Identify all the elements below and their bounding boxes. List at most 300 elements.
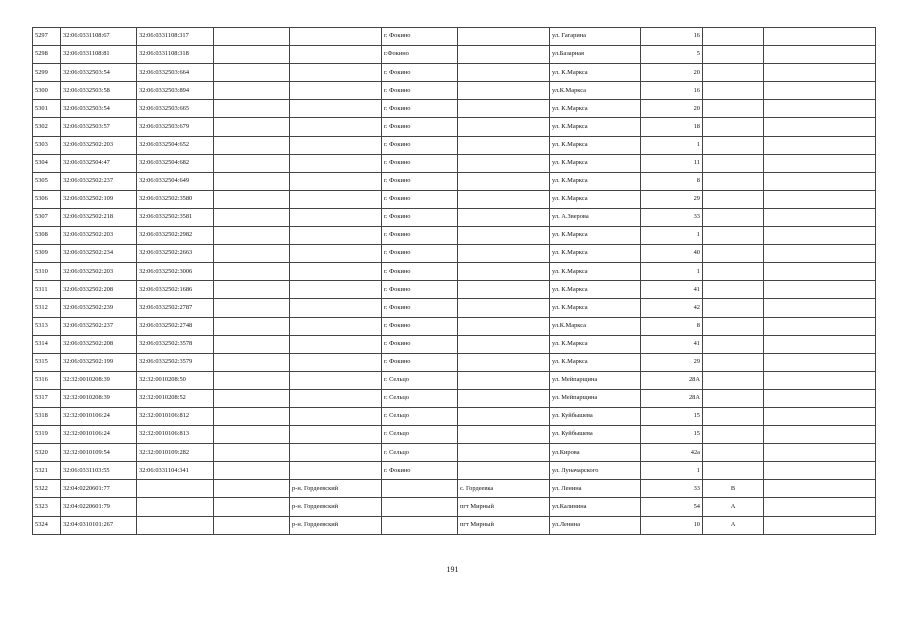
- row-number-cell: 5307: [33, 208, 61, 226]
- cadastral-number-cell: 32:06:0332502:203: [61, 227, 137, 245]
- street-cell: ул. К.Маркса: [550, 100, 641, 118]
- street-cell: ул.Базарная: [550, 46, 641, 64]
- city-cell: г. Фокино: [382, 172, 458, 190]
- note-cell: [764, 100, 876, 118]
- row-number-cell: 5320: [33, 444, 61, 462]
- empty-cell: [214, 100, 290, 118]
- settlement-cell: [458, 462, 550, 480]
- empty-cell: [214, 444, 290, 462]
- empty-cell: [214, 263, 290, 281]
- note-cell: [764, 371, 876, 389]
- city-cell: г. Фокино: [382, 245, 458, 263]
- empty-cell: [214, 118, 290, 136]
- note-cell: [764, 154, 876, 172]
- street-cell: ул. Луначарского: [550, 462, 641, 480]
- note-cell: [764, 64, 876, 82]
- row-number-cell: 5299: [33, 64, 61, 82]
- table-row: [33, 82, 876, 100]
- district-cell: [290, 118, 382, 136]
- object-number-cell: 32:06:0331104:341: [137, 462, 214, 480]
- settlement-cell: пгт Мирный: [458, 498, 550, 516]
- letter-cell: [703, 190, 764, 208]
- letter-cell: [703, 407, 764, 425]
- note-cell: [764, 172, 876, 190]
- district-cell: [290, 444, 382, 462]
- letter-cell: А: [703, 516, 764, 534]
- row-number-cell: 5317: [33, 389, 61, 407]
- cadastral-number-cell: 32:06:0331108:81: [61, 46, 137, 64]
- empty-cell: [214, 46, 290, 64]
- district-cell: [290, 227, 382, 245]
- row-number-cell: 5309: [33, 245, 61, 263]
- street-cell: ул. К.Маркса: [550, 245, 641, 263]
- settlement-cell: [458, 208, 550, 226]
- house-cell: 20: [641, 64, 703, 82]
- city-cell: г. Фокино: [382, 64, 458, 82]
- cadastral-number-cell: 32:32:0010208:39: [61, 371, 137, 389]
- district-cell: [290, 353, 382, 371]
- city-cell: г.Фокино: [382, 46, 458, 64]
- district-cell: [290, 245, 382, 263]
- object-number-cell: 32:06:0332502:3580: [137, 190, 214, 208]
- letter-cell: [703, 389, 764, 407]
- settlement-cell: [458, 263, 550, 281]
- object-number-cell: 32:06:0332502:2982: [137, 227, 214, 245]
- row-number-cell: 5297: [33, 28, 61, 46]
- object-number-cell: 32:06:0332502:3578: [137, 335, 214, 353]
- house-cell: 29: [641, 190, 703, 208]
- note-cell: [764, 480, 876, 498]
- table-row: [33, 154, 876, 172]
- object-number-cell: 32:06:0332502:3006: [137, 263, 214, 281]
- note-cell: [764, 317, 876, 335]
- district-cell: [290, 28, 382, 46]
- street-cell: ул. К.Маркса: [550, 353, 641, 371]
- cadastral-number-cell: 32:06:0332502:208: [61, 281, 137, 299]
- empty-cell: [214, 480, 290, 498]
- object-number-cell: [137, 516, 214, 534]
- city-cell: г. Фокино: [382, 82, 458, 100]
- row-number-cell: 5310: [33, 263, 61, 281]
- letter-cell: [703, 208, 764, 226]
- table-row: [33, 371, 876, 389]
- row-number-cell: 5322: [33, 480, 61, 498]
- street-cell: ул.Кирова: [550, 444, 641, 462]
- table-row: [33, 263, 876, 281]
- cadastral-number-cell: 32:06:0332503:58: [61, 82, 137, 100]
- row-number-cell: 5311: [33, 281, 61, 299]
- cadastral-number-cell: 32:06:0332502:234: [61, 245, 137, 263]
- district-cell: р-н. Гордеевский: [290, 516, 382, 534]
- settlement-cell: [458, 154, 550, 172]
- table-row: [33, 281, 876, 299]
- house-cell: 15: [641, 426, 703, 444]
- district-cell: [290, 426, 382, 444]
- object-number-cell: 32:06:0332503:894: [137, 82, 214, 100]
- house-cell: 5: [641, 46, 703, 64]
- city-cell: [382, 498, 458, 516]
- object-number-cell: 32:32:0010106:812: [137, 407, 214, 425]
- settlement-cell: [458, 190, 550, 208]
- house-cell: 1: [641, 136, 703, 154]
- district-cell: [290, 154, 382, 172]
- note-cell: [764, 462, 876, 480]
- letter-cell: А: [703, 498, 764, 516]
- settlement-cell: [458, 172, 550, 190]
- city-cell: г. Сельцо: [382, 371, 458, 389]
- empty-cell: [214, 245, 290, 263]
- street-cell: ул. К.Маркса: [550, 281, 641, 299]
- district-cell: [290, 407, 382, 425]
- cadastral-number-cell: 32:04:0310101:267: [61, 516, 137, 534]
- table-row: [33, 245, 876, 263]
- city-cell: г. Фокино: [382, 190, 458, 208]
- empty-cell: [214, 190, 290, 208]
- cadastral-number-cell: 32:06:0332502:199: [61, 353, 137, 371]
- settlement-cell: [458, 444, 550, 462]
- street-cell: ул. К.Маркса: [550, 263, 641, 281]
- table-row: [33, 444, 876, 462]
- row-number-cell: 5314: [33, 335, 61, 353]
- street-cell: ул. К.Маркса: [550, 64, 641, 82]
- district-cell: [290, 208, 382, 226]
- cadastral-number-cell: 32:06:0332503:54: [61, 100, 137, 118]
- note-cell: [764, 28, 876, 46]
- table-row: [33, 190, 876, 208]
- note-cell: [764, 190, 876, 208]
- cadastral-number-cell: 32:32:0010109:54: [61, 444, 137, 462]
- note-cell: [764, 389, 876, 407]
- house-cell: 20: [641, 100, 703, 118]
- cadastral-number-cell: 32:06:0332502:109: [61, 190, 137, 208]
- settlement-cell: [458, 64, 550, 82]
- house-cell: 40: [641, 245, 703, 263]
- street-cell: ул. К.Маркса: [550, 227, 641, 245]
- note-cell: [764, 498, 876, 516]
- cadastral-number-cell: 32:06:0332502:237: [61, 172, 137, 190]
- letter-cell: [703, 118, 764, 136]
- object-number-cell: 32:06:0332502:2663: [137, 245, 214, 263]
- page-number: 191: [446, 565, 459, 574]
- house-cell: 28А: [641, 371, 703, 389]
- cadastral-number-cell: 32:06:0332502:237: [61, 317, 137, 335]
- district-cell: [290, 299, 382, 317]
- settlement-cell: [458, 118, 550, 136]
- district-cell: р-н. Гордеевский: [290, 498, 382, 516]
- note-cell: [764, 281, 876, 299]
- row-number-cell: 5313: [33, 317, 61, 335]
- table-row: [33, 462, 876, 480]
- empty-cell: [214, 407, 290, 425]
- cadastral-number-cell: 32:32:0010106:24: [61, 426, 137, 444]
- district-cell: [290, 82, 382, 100]
- district-cell: [290, 389, 382, 407]
- table-row: [33, 64, 876, 82]
- table-row: [33, 353, 876, 371]
- letter-cell: [703, 335, 764, 353]
- object-number-cell: 32:06:0332504:682: [137, 154, 214, 172]
- city-cell: г. Сельцо: [382, 389, 458, 407]
- district-cell: [290, 64, 382, 82]
- cadastral-number-cell: 32:06:0332504:47: [61, 154, 137, 172]
- cadastral-number-cell: 32:06:0332502:239: [61, 299, 137, 317]
- house-cell: 1: [641, 263, 703, 281]
- object-number-cell: 32:06:0331108:318: [137, 46, 214, 64]
- empty-cell: [214, 498, 290, 516]
- street-cell: ул.Калинина: [550, 498, 641, 516]
- settlement-cell: [458, 281, 550, 299]
- city-cell: г. Сельцо: [382, 426, 458, 444]
- empty-cell: [214, 462, 290, 480]
- settlement-cell: [458, 426, 550, 444]
- district-cell: [290, 317, 382, 335]
- note-cell: [764, 444, 876, 462]
- row-number-cell: 5324: [33, 516, 61, 534]
- cadastral-number-cell: 32:06:0331103:55: [61, 462, 137, 480]
- empty-cell: [214, 516, 290, 534]
- row-number-cell: 5303: [33, 136, 61, 154]
- letter-cell: [703, 172, 764, 190]
- note-cell: [764, 245, 876, 263]
- district-cell: р-н. Гордеевский: [290, 480, 382, 498]
- note-cell: [764, 353, 876, 371]
- district-cell: [290, 371, 382, 389]
- city-cell: [382, 516, 458, 534]
- house-cell: 10: [641, 516, 703, 534]
- table-row: [33, 480, 876, 498]
- street-cell: ул. А.Зверова: [550, 208, 641, 226]
- object-number-cell: 32:06:0332502:1686: [137, 281, 214, 299]
- table-row: [33, 172, 876, 190]
- house-cell: 29: [641, 353, 703, 371]
- registry-table: [32, 27, 876, 535]
- cadastral-number-cell: 32:32:0010106:24: [61, 407, 137, 425]
- row-number-cell: 5308: [33, 227, 61, 245]
- house-cell: 8: [641, 172, 703, 190]
- settlement-cell: [458, 28, 550, 46]
- letter-cell: [703, 444, 764, 462]
- district-cell: [290, 136, 382, 154]
- object-number-cell: 32:06:0332503:665: [137, 100, 214, 118]
- row-number-cell: 5323: [33, 498, 61, 516]
- note-cell: [764, 407, 876, 425]
- table-row: [33, 118, 876, 136]
- letter-cell: В: [703, 480, 764, 498]
- street-cell: ул. Ленина: [550, 480, 641, 498]
- table-row: [33, 335, 876, 353]
- object-number-cell: 32:06:0332502:3579: [137, 353, 214, 371]
- letter-cell: [703, 82, 764, 100]
- house-cell: 1: [641, 462, 703, 480]
- table-row: [33, 498, 876, 516]
- house-cell: 8: [641, 317, 703, 335]
- row-number-cell: 5304: [33, 154, 61, 172]
- letter-cell: [703, 263, 764, 281]
- row-number-cell: 5305: [33, 172, 61, 190]
- note-cell: [764, 82, 876, 100]
- object-number-cell: 32:06:0332502:2787: [137, 299, 214, 317]
- street-cell: ул. К.Маркса: [550, 172, 641, 190]
- city-cell: г. Фокино: [382, 299, 458, 317]
- empty-cell: [214, 371, 290, 389]
- empty-cell: [214, 299, 290, 317]
- cadastral-number-cell: 32:06:0331108:67: [61, 28, 137, 46]
- street-cell: ул. Куйбышева: [550, 407, 641, 425]
- settlement-cell: [458, 299, 550, 317]
- house-cell: 28А: [641, 389, 703, 407]
- table-row: [33, 407, 876, 425]
- note-cell: [764, 426, 876, 444]
- table-row: [33, 299, 876, 317]
- empty-cell: [214, 317, 290, 335]
- empty-cell: [214, 281, 290, 299]
- street-cell: ул. Гагарина: [550, 28, 641, 46]
- house-cell: 18: [641, 118, 703, 136]
- city-cell: г. Фокино: [382, 136, 458, 154]
- object-number-cell: [137, 480, 214, 498]
- street-cell: ул. Мейпарщина: [550, 389, 641, 407]
- cadastral-number-cell: 32:32:0010208:39: [61, 389, 137, 407]
- empty-cell: [214, 64, 290, 82]
- settlement-cell: [458, 100, 550, 118]
- row-number-cell: 5316: [33, 371, 61, 389]
- city-cell: г. Фокино: [382, 335, 458, 353]
- object-number-cell: [137, 498, 214, 516]
- street-cell: ул. К.Маркса: [550, 335, 641, 353]
- settlement-cell: [458, 335, 550, 353]
- street-cell: ул. К.Маркса: [550, 136, 641, 154]
- city-cell: г. Фокино: [382, 208, 458, 226]
- settlement-cell: [458, 407, 550, 425]
- city-cell: г. Фокино: [382, 227, 458, 245]
- empty-cell: [214, 154, 290, 172]
- letter-cell: [703, 136, 764, 154]
- empty-cell: [214, 208, 290, 226]
- street-cell: ул.Ленина: [550, 516, 641, 534]
- letter-cell: [703, 64, 764, 82]
- settlement-cell: [458, 371, 550, 389]
- row-number-cell: 5302: [33, 118, 61, 136]
- district-cell: [290, 335, 382, 353]
- street-cell: ул. Мейпарщина: [550, 371, 641, 389]
- house-cell: 33: [641, 208, 703, 226]
- note-cell: [764, 516, 876, 534]
- city-cell: г. Фокино: [382, 154, 458, 172]
- object-number-cell: 32:06:0332503:679: [137, 118, 214, 136]
- city-cell: г. Фокино: [382, 100, 458, 118]
- table-row: [33, 46, 876, 64]
- house-cell: 41: [641, 281, 703, 299]
- note-cell: [764, 263, 876, 281]
- city-cell: г. Сельцо: [382, 444, 458, 462]
- letter-cell: [703, 100, 764, 118]
- house-cell: 54: [641, 498, 703, 516]
- cadastral-number-cell: 32:06:0332502:218: [61, 208, 137, 226]
- empty-cell: [214, 353, 290, 371]
- table-row: [33, 136, 876, 154]
- city-cell: г. Фокино: [382, 281, 458, 299]
- city-cell: г. Фокино: [382, 353, 458, 371]
- row-number-cell: 5306: [33, 190, 61, 208]
- row-number-cell: 5312: [33, 299, 61, 317]
- house-cell: 42: [641, 299, 703, 317]
- letter-cell: [703, 227, 764, 245]
- settlement-cell: [458, 245, 550, 263]
- object-number-cell: 32:32:0010208:50: [137, 371, 214, 389]
- table-row: [33, 317, 876, 335]
- district-cell: [290, 263, 382, 281]
- settlement-cell: [458, 389, 550, 407]
- cadastral-number-cell: 32:04:0220601:77: [61, 480, 137, 498]
- house-cell: 33: [641, 480, 703, 498]
- city-cell: г. Фокино: [382, 317, 458, 335]
- house-cell: 42а: [641, 444, 703, 462]
- empty-cell: [214, 227, 290, 245]
- settlement-cell: [458, 227, 550, 245]
- letter-cell: [703, 462, 764, 480]
- row-number-cell: 5301: [33, 100, 61, 118]
- table-row: [33, 516, 876, 534]
- district-cell: [290, 172, 382, 190]
- district-cell: [290, 281, 382, 299]
- city-cell: г. Сельцо: [382, 407, 458, 425]
- row-number-cell: 5298: [33, 46, 61, 64]
- street-cell: ул. Куйбышева: [550, 426, 641, 444]
- table-row: [33, 208, 876, 226]
- table-row: [33, 389, 876, 407]
- empty-cell: [214, 426, 290, 444]
- street-cell: ул. К.Маркса: [550, 118, 641, 136]
- object-number-cell: 32:32:0010106:813: [137, 426, 214, 444]
- house-cell: 1: [641, 227, 703, 245]
- object-number-cell: 32:06:0331108:317: [137, 28, 214, 46]
- object-number-cell: 32:06:0332504:649: [137, 172, 214, 190]
- letter-cell: [703, 426, 764, 444]
- note-cell: [764, 46, 876, 64]
- letter-cell: [703, 353, 764, 371]
- letter-cell: [703, 281, 764, 299]
- row-number-cell: 5321: [33, 462, 61, 480]
- row-number-cell: 5300: [33, 82, 61, 100]
- city-cell: [382, 480, 458, 498]
- street-cell: ул.К.Маркса: [550, 317, 641, 335]
- settlement-cell: [458, 353, 550, 371]
- empty-cell: [214, 389, 290, 407]
- note-cell: [764, 208, 876, 226]
- city-cell: г. Фокино: [382, 28, 458, 46]
- cadastral-number-cell: 32:06:0332503:57: [61, 118, 137, 136]
- settlement-cell: [458, 82, 550, 100]
- street-cell: ул. К.Маркса: [550, 190, 641, 208]
- row-number-cell: 5315: [33, 353, 61, 371]
- row-number-cell: 5319: [33, 426, 61, 444]
- table-row: [33, 227, 876, 245]
- cadastral-number-cell: 32:06:0332502:208: [61, 335, 137, 353]
- street-cell: ул.К.Маркса: [550, 82, 641, 100]
- table-row: [33, 28, 876, 46]
- house-cell: 16: [641, 28, 703, 46]
- note-cell: [764, 335, 876, 353]
- row-number-cell: 5318: [33, 407, 61, 425]
- letter-cell: [703, 46, 764, 64]
- object-number-cell: 32:06:0332503:664: [137, 64, 214, 82]
- house-cell: 15: [641, 407, 703, 425]
- cadastral-number-cell: 32:06:0332503:54: [61, 64, 137, 82]
- street-cell: ул. К.Маркса: [550, 154, 641, 172]
- object-number-cell: 32:32:0010208:52: [137, 389, 214, 407]
- settlement-cell: [458, 46, 550, 64]
- house-cell: 41: [641, 335, 703, 353]
